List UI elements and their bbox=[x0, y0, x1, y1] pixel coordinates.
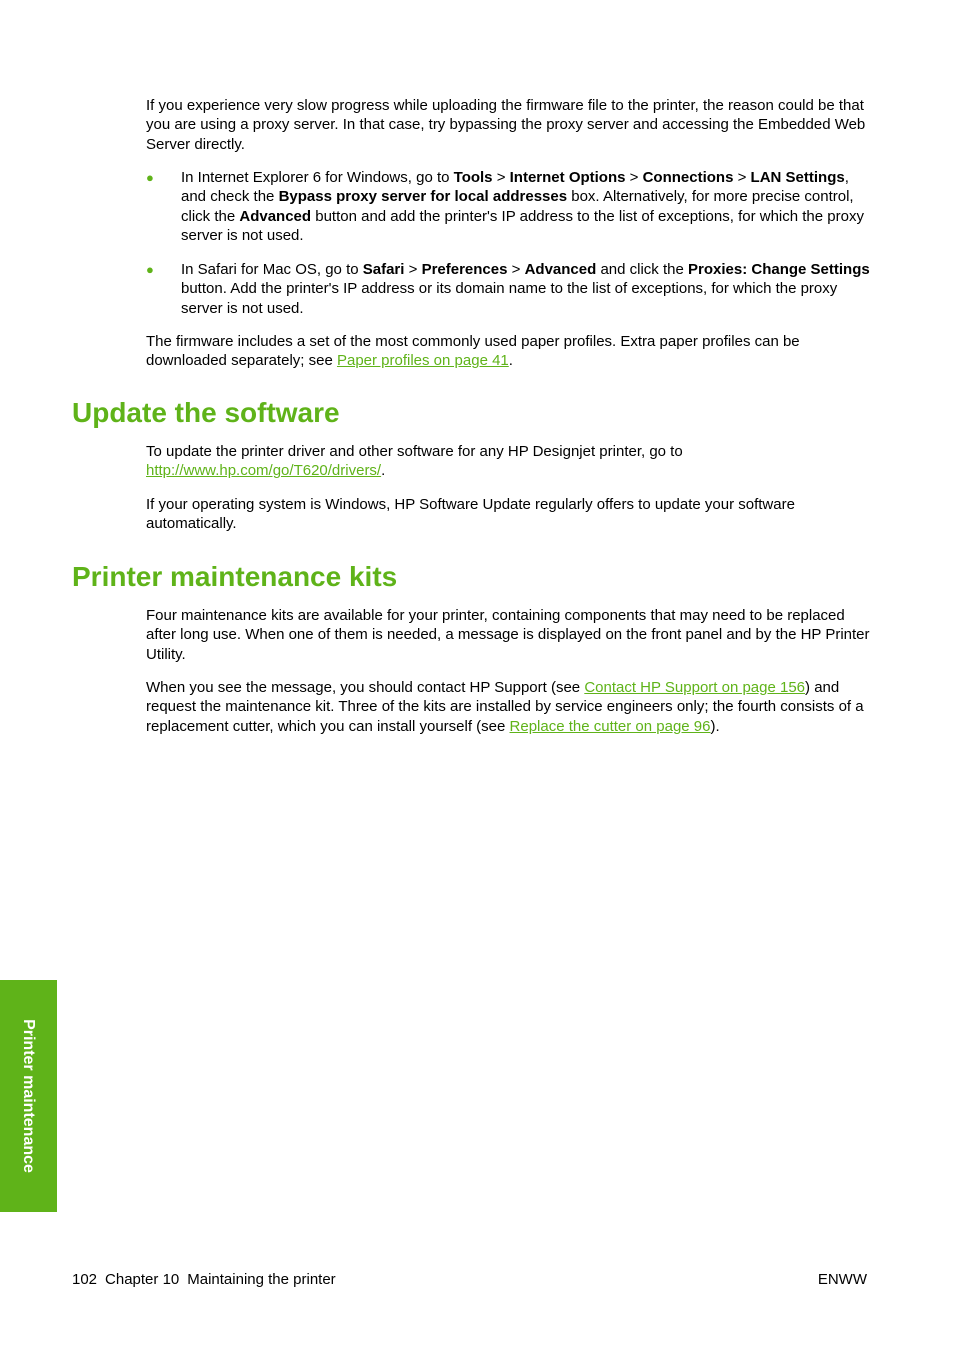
section-heading-update: Update the software bbox=[72, 397, 340, 428]
bullet-icon: ● bbox=[146, 170, 154, 185]
list-item bbox=[146, 260, 870, 318]
side-tab-label: Printer maintenance bbox=[20, 1019, 37, 1173]
section-heading-kits: Printer maintenance kits bbox=[72, 561, 398, 592]
intro-paragraph: If you experience very slow progress while uploading the firmware file to the printer, the reason could be that you are using a proxy server. In that case, try bypassing the proxy server and accessing the Embedded Web Server directly. bbox=[146, 97, 866, 153]
paper-profiles-link[interactable]: Paper profiles on page 41 bbox=[336, 352, 509, 370]
footer-left bbox=[72, 1271, 336, 1288]
chapter-title: Maintaining the printer bbox=[187, 1271, 336, 1288]
update-paragraph: To update the printer driver and other software for any HP Designjet printer, go to http://www.hp.com/go/T620/drivers/. bbox=[146, 443, 683, 480]
bullet-text: In Safari for Mac OS, go to Safari > Preferences > Advanced and click the Proxies: Change Settings button. Add the printer's IP address or its domain name to the list of exceptions, for which the proxy server is not used. bbox=[181, 261, 870, 317]
footer-right: ENWW bbox=[817, 1271, 867, 1288]
bullet-text: In Internet Explorer 6 for Windows, go to Tools > Internet Options > Connections > LAN Settings, and check the Bypass proxy server for local addresses box. Alternatively, for more precise control, click the Advanced button and add the printer's IP address to the list of exceptions, for which the proxy server is not used. bbox=[181, 169, 864, 244]
list-item bbox=[146, 168, 870, 245]
firmware-paragraph: The firmware includes a set of the most commonly used paper profiles. Extra paper profiles can be downloaded separately; see Paper profiles on page 41. bbox=[146, 333, 800, 370]
kits-support-paragraph: When you see the message, you should contact HP Support (see Contact HP Support on page 156) and request the maintenance kit. Three of the kits are installed by service engineers only; the fourth consists of a replacement cutter, which you can install yourself (see Replace the cutter on page 96). bbox=[146, 679, 864, 735]
replace-cutter-link[interactable]: Replace the cutter on page 96 bbox=[509, 717, 711, 735]
windows-update-paragraph: If your operating system is Windows, HP Software Update regularly offers to update your software automatically. bbox=[146, 496, 795, 533]
bullet-icon: ● bbox=[146, 262, 154, 277]
chapter-number: Chapter 10 bbox=[105, 1271, 180, 1288]
page-number: 102 bbox=[72, 1271, 98, 1288]
kits-paragraph: Four maintenance kits are available for your printer, containing components that may need to be replaced after long use. When one of them is needed, a message is displayed on the front panel and by the HP Printer Utility. bbox=[146, 607, 870, 663]
drivers-link[interactable]: http://www.hp.com/go/T620/drivers/ bbox=[146, 462, 382, 480]
contact-support-link[interactable]: Contact HP Support on page 156 bbox=[584, 679, 806, 696]
chapter-side-tab bbox=[0, 980, 57, 1212]
